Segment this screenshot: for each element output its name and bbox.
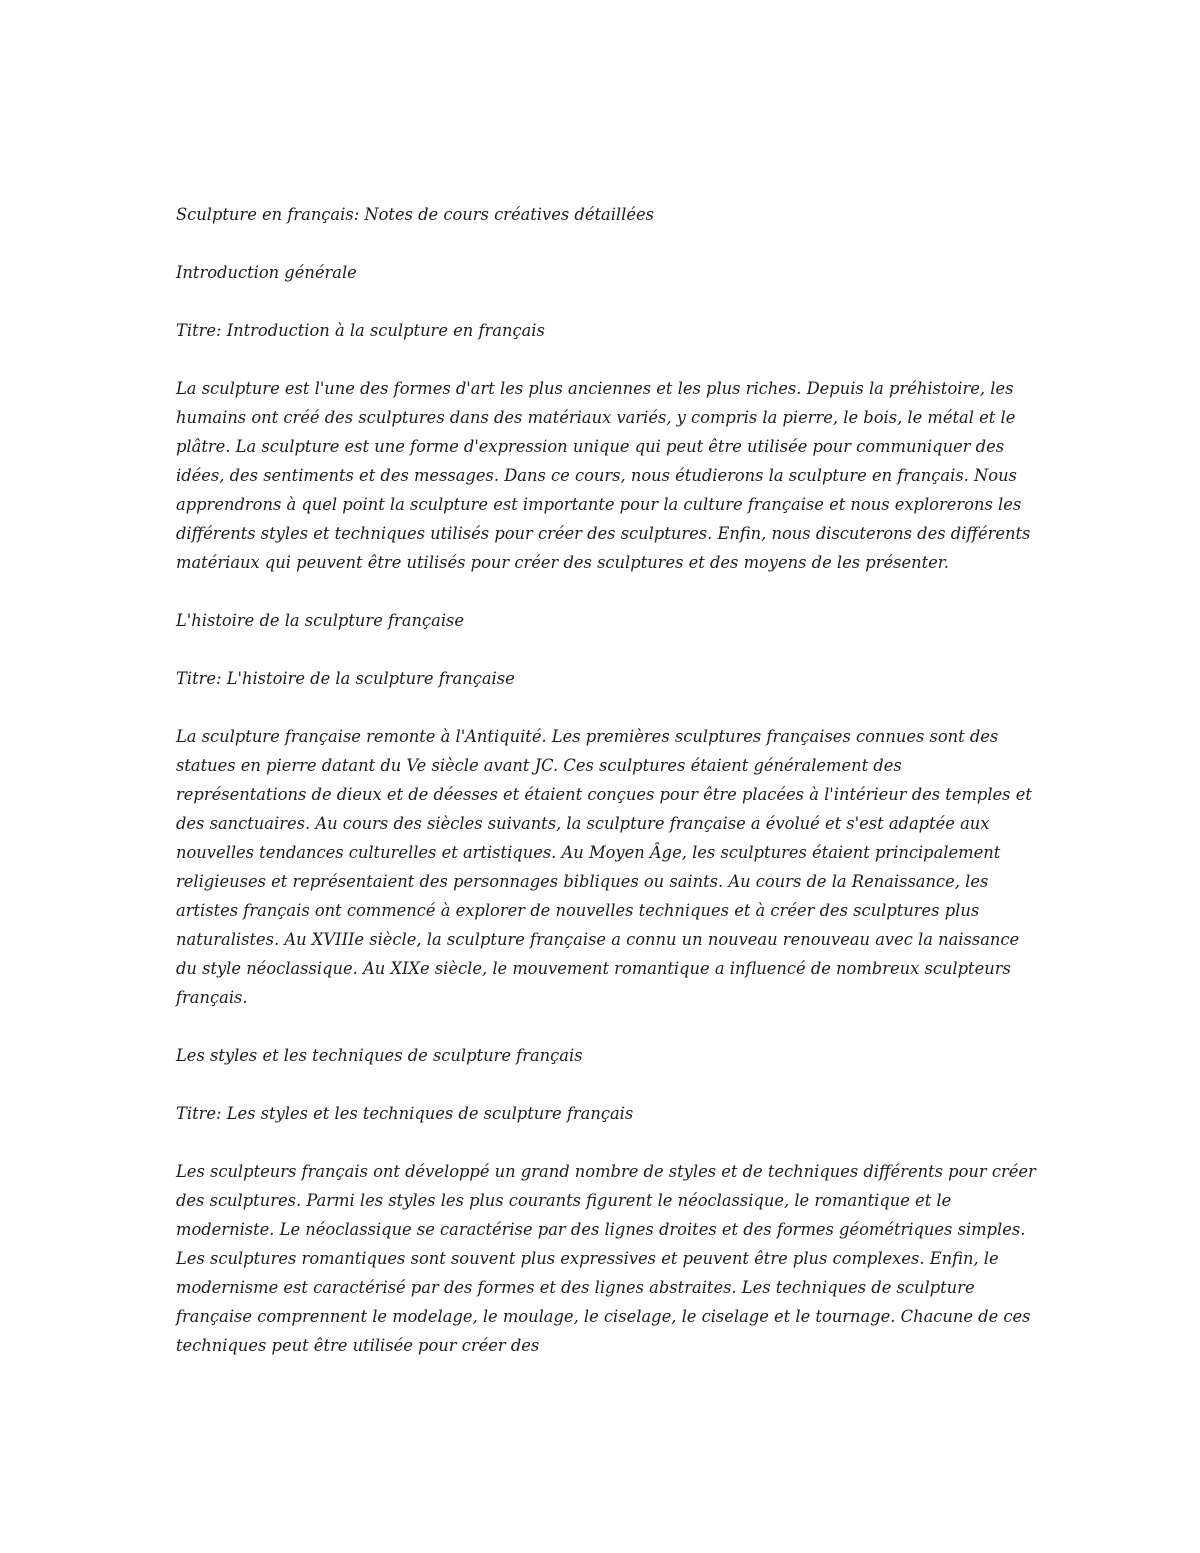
section-heading: Les styles et les techniques de sculpture français <box>176 1046 583 1065</box>
section-heading: Introduction générale <box>176 263 357 282</box>
section-paragraph: Les sculpteurs français ont développé un grand nombre de styles et de techniques différents pour créer des sculptures. Parmi les styles les plus courants figurent le néoclassique, le romantique et le moderniste. Le néoclassique se caractérise par des lignes droites et des formes géométriques simples. Les sculptures romantiques sont souvent plus expressives et peuvent être plus complexes. Enfin, le modernisme est caractérisé par des formes et des lignes abstraites. Les techniques de sculpture française comprennent le modelage, le moulage, le ciselage, le ciselage et le tournage. Chacune de ces techniques peut être utilisée pour créer des <box>176 1162 1036 1355</box>
section-subtitle: Titre: L'histoire de la sculpture française <box>176 669 515 688</box>
section-heading: L'histoire de la sculpture française <box>176 611 465 630</box>
section-paragraph: La sculpture est l'une des formes d'art les plus anciennes et les plus riches. Depuis la préhistoire, les humains ont créé des sculptures dans des matériaux variés, y compris la pierre, le bois, le métal et le plâtre. La sculpture est une forme d'expression unique qui peut être utilisée pour communiquer des idées, des sentiments et des messages. Dans ce cours, nous étudierons la sculpture en français. Nous apprendrons à quel point la sculpture est importante pour la culture française et nous explorerons les différents styles et techniques utilisés pour créer des sculptures. Enfin, nous discuterons des différents matériaux qui peuvent être utilisés pour créer des sculptures et des moyens de les présenter. <box>176 379 1031 572</box>
section-paragraph: La sculpture française remonte à l'Antiquité. Les premières sculptures françaises connues sont des statues en pierre datant du Ve siècle avant JC. Ces sculptures étaient généralement des représentations de dieux et de déesses et étaient conçues pour être placées à l'intérieur des temples et des sanctuaires. Au cours des siècles suivants, la sculpture française a évolué et s'est adaptée aux nouvelles tendances culturelles et artistiques. Au Moyen Âge, les sculptures étaient principalement religieuses et représentaient des personnages bibliques ou saints. Au cours de la Renaissance, les artistes français ont commencé à explorer de nouvelles techniques et à créer des sculptures plus naturalistes. Au XVIIIe siècle, la sculpture française a connu un nouveau renouveau avec la naissance du style néoclassique. Au XIXe siècle, le mouvement romantique a influencé de nombreux sculpteurs français. <box>176 727 1032 1007</box>
document-body <box>176 200 1036 1360</box>
section-subtitle: Titre: Les styles et les techniques de sculpture français <box>176 1104 634 1123</box>
document-title: Sculpture en français: Notes de cours créatives détaillées <box>176 205 654 224</box>
section-subtitle: Titre: Introduction à la sculpture en français <box>176 321 545 340</box>
